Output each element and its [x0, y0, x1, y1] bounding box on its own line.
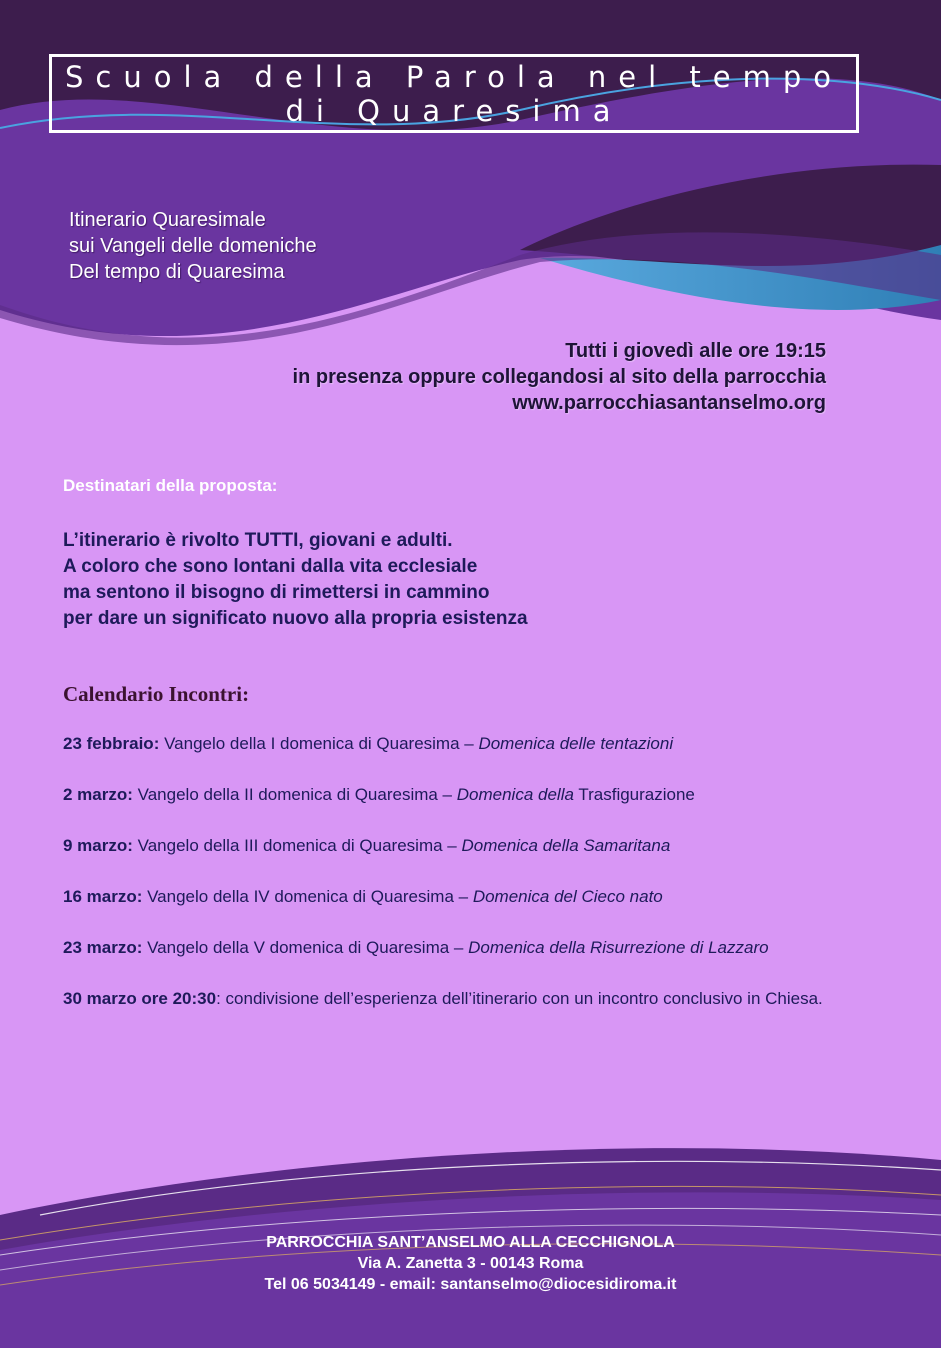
calendar-event: [63, 988, 863, 1010]
subtitle-block: [69, 207, 317, 285]
calendar-heading: Calendario Incontri:: [63, 682, 250, 706]
event-italic: Domenica delle tentazioni: [478, 734, 674, 753]
calendar-list: [63, 733, 863, 1039]
audience-heading: Destinatari della proposta:: [63, 476, 278, 495]
calendar-event: [63, 835, 863, 857]
event-text: : condivisione dell’esperienza dell’itinerario con un incontro conclusivo in Chiesa.: [216, 989, 823, 1008]
audience-line: A coloro che sono lontani dalla vita ecclesiale: [63, 556, 478, 577]
schedule-line: Tutti i giovedì alle ore 19:15: [565, 340, 826, 362]
parish-name: PARROCCHIA SANT’ANSELMO ALLA CECCHIGNOLA: [266, 1234, 675, 1251]
schedule-block: [293, 338, 826, 416]
event-date: 9 marzo:: [63, 836, 133, 855]
event-italic: Domenica della Risurrezione di Lazzaro: [468, 938, 769, 957]
audience-line: ma sentono il bisogno di rimettersi in cammino: [63, 582, 490, 603]
audience-line: L’itinerario è rivolto TUTTI, giovani e adulti.: [63, 530, 453, 551]
event-date: 23 marzo:: [63, 938, 143, 957]
page-title: Scuola della Parola nel tempo di Quaresima: [64, 59, 843, 128]
audience-line: per dare un significato nuovo alla propria esistenza: [63, 608, 528, 629]
subtitle-line: sui Vangeli delle domeniche: [69, 235, 317, 257]
event-text: Vangelo della V domenica di Quaresima –: [142, 938, 469, 957]
event-text: Vangelo della II domenica di Quaresima –: [132, 785, 457, 804]
footer-block: [0, 1232, 941, 1295]
parish-contacts: Tel 06 5034149 - email: santanselmo@diocesidiroma.it: [264, 1276, 677, 1293]
event-text: Vangelo della III domenica di Quaresima –: [132, 836, 462, 855]
event-text: Vangelo della I domenica di Quaresima –: [159, 734, 479, 753]
event-tail: Trasfigurazione: [573, 785, 695, 804]
event-italic: Domenica del Cieco nato: [472, 887, 663, 906]
calendar-event: [63, 733, 863, 755]
event-date: 23 febbraio:: [63, 734, 160, 753]
schedule-line: in presenza oppure collegandosi al sito della parrocchia: [292, 366, 826, 388]
event-date: 2 marzo:: [63, 785, 133, 804]
parish-address: Via A. Zanetta 3 - 00143 Roma: [357, 1255, 584, 1272]
calendar-event: [63, 937, 863, 959]
calendar-event: [63, 886, 863, 908]
website-text: www.parrocchiasantanselmo.org: [512, 392, 826, 414]
event-italic: Domenica della Samaritana: [461, 836, 671, 855]
event-italic: Domenica della: [456, 785, 574, 804]
subtitle-line: Del tempo di Quaresima: [69, 261, 285, 283]
subtitle-line: Itinerario Quaresimale: [69, 209, 266, 231]
event-text: Vangelo della IV domenica di Quaresima –: [142, 887, 473, 906]
audience-text: [63, 528, 528, 632]
calendar-event: [63, 784, 863, 806]
event-date: 30 marzo ore 20:30: [63, 989, 217, 1008]
title-frame: [49, 54, 859, 133]
event-date: 16 marzo:: [63, 887, 143, 906]
